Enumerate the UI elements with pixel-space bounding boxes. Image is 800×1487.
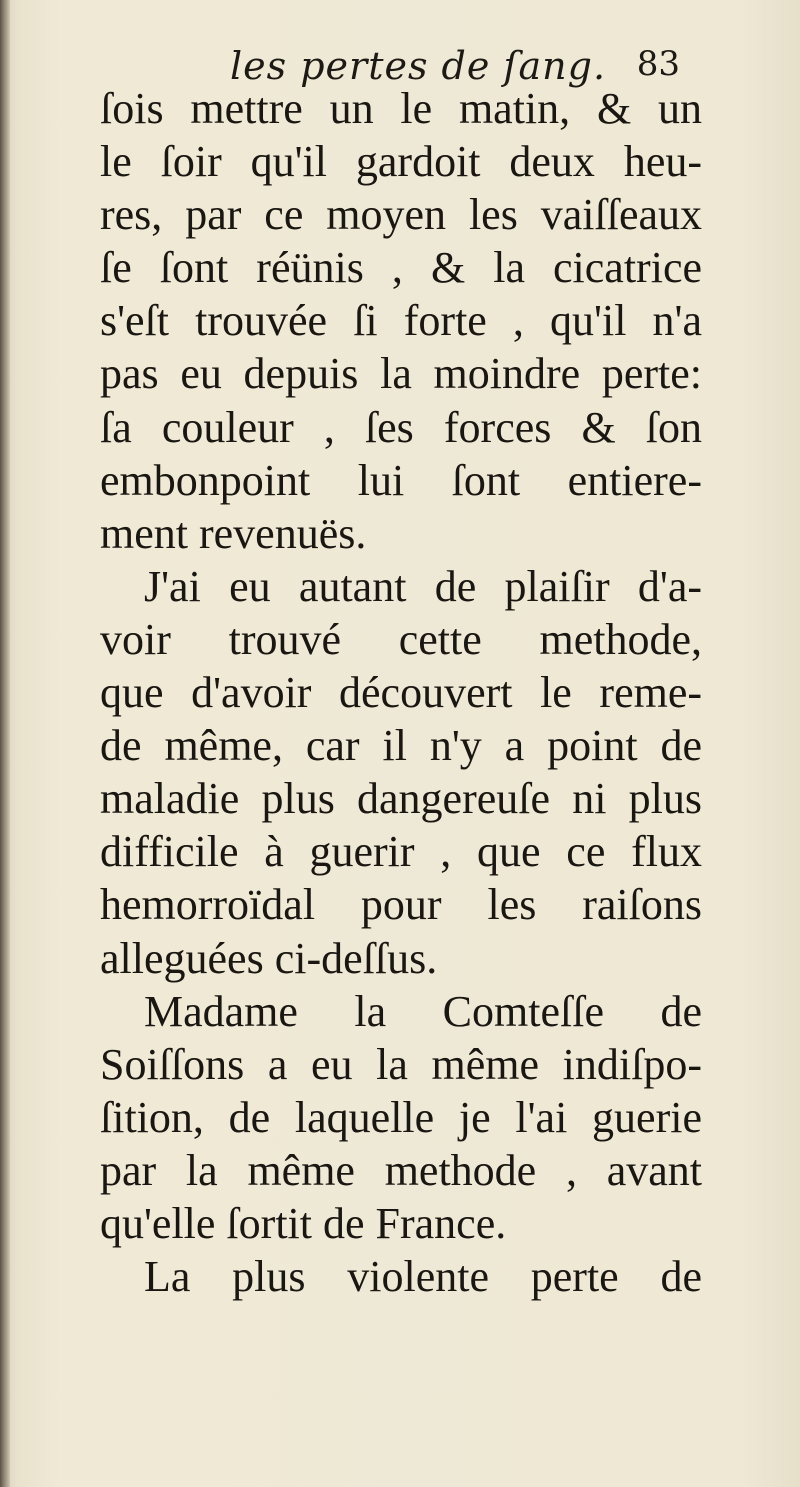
text-line: pas eu depuis la moindre perte: <box>100 349 702 399</box>
binding-edge <box>0 0 10 1487</box>
text-line: ſition, de laquelle je l'ai guerie <box>100 1092 702 1142</box>
text-line: hemorroïdal pour les raiſons <box>100 880 702 930</box>
text-line: embonpoint lui ſont entiere- <box>100 455 702 505</box>
text-line: qu'elle ſortit de France. <box>100 1198 507 1248</box>
text-line: voir trouvé cette methode, <box>100 614 702 664</box>
paragraph-1 <box>100 82 702 560</box>
text-line: par la même methode , avant <box>100 1145 702 1195</box>
text-line: res, par ce moyen les vaiſſeaux <box>100 190 702 240</box>
paragraph-4 <box>100 1250 702 1303</box>
text-line: ſois mettre un le matin, & un <box>100 84 702 133</box>
text-line: Soiſſons a eu la même indiſpo- <box>100 1039 702 1089</box>
text-line: que d'avoir découvert le reme- <box>100 668 702 718</box>
paragraph-3 <box>100 985 702 1250</box>
body-text <box>100 82 702 1303</box>
text-line: maladie plus dangereuſe ni plus <box>100 774 702 824</box>
text-line: ment revenuës. <box>100 508 367 558</box>
text-line: ſa couleur , ſes forces & ſon <box>100 402 702 452</box>
paragraph-2 <box>100 560 702 985</box>
text-line: difficile à guerir , que ce flux <box>100 827 702 877</box>
page-number: 83 <box>636 44 680 84</box>
text-line: alleguées ci-deſſus. <box>100 933 438 983</box>
text-line: s'eſt trouvée ſi forte , qu'il n'a <box>100 296 702 346</box>
text-line: La plus violente perte de <box>144 1252 702 1302</box>
text-line: de même, car il n'y a point de <box>100 721 702 771</box>
text-line: J'ai eu autant de plaiſir d'a- <box>144 561 702 611</box>
running-title: les pertes de ſang. <box>230 44 607 88</box>
text-line: le ſoir qu'il gardoit deux heu- <box>100 137 702 187</box>
text-line: Madame la Comteſſe de <box>144 986 702 1036</box>
text-line: ſe ſont réünis , & la cicatrice <box>100 243 702 293</box>
